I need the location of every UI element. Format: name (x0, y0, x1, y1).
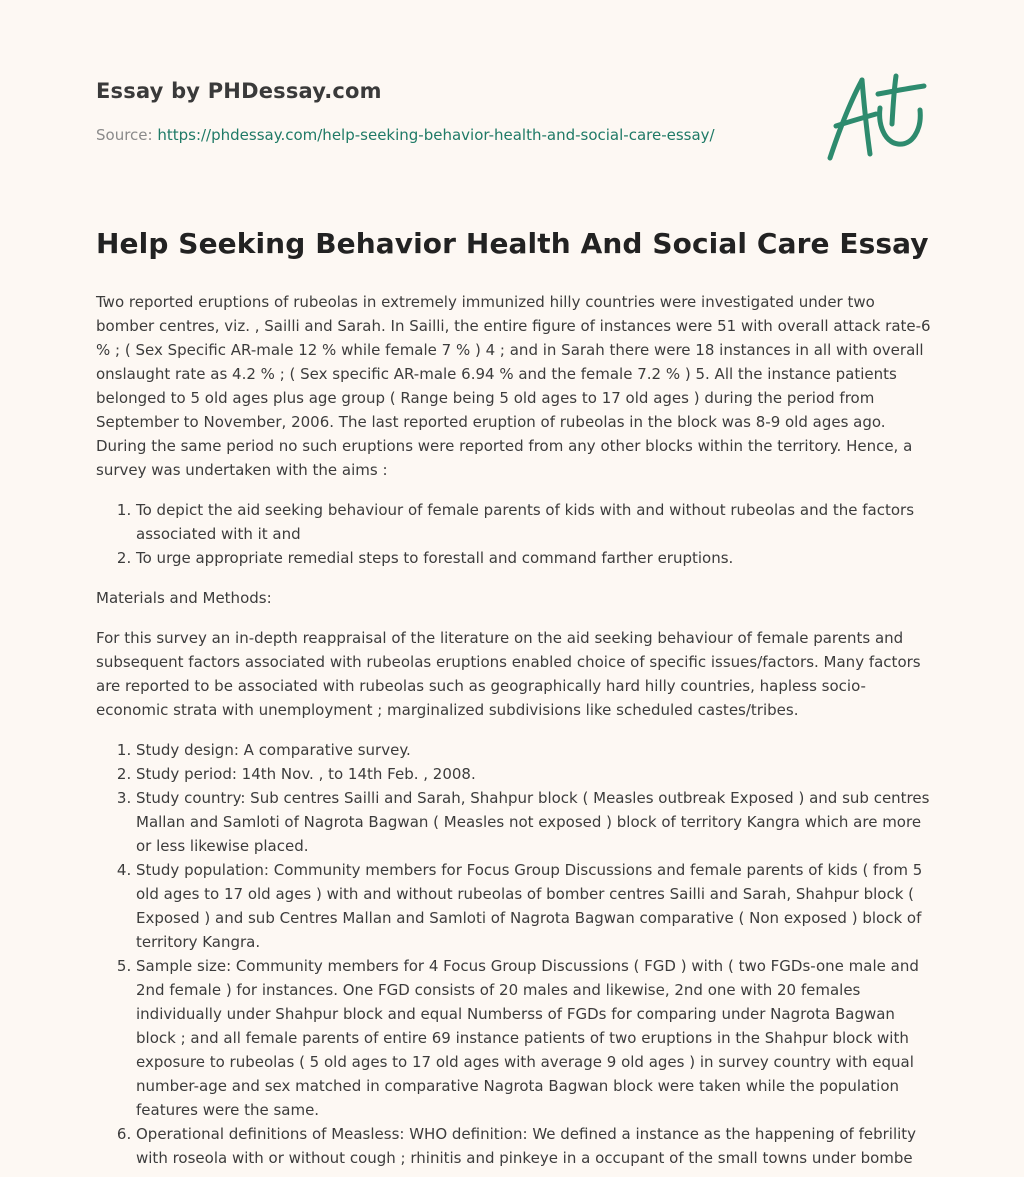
methods-heading: Materials and Methods: (96, 589, 272, 607)
article (96, 226, 932, 1177)
list-item: 4. Study population: Community members for Focus Group Discussions and female parents of kids ( from 5 old ages to 17 old ages ) with and without rubeolas of bomber centres Sailli and Sarah, Shahpur block ( Exposed ) and sub Centres Mallan and Samloti of Nagrota Bagwan comparative ( Non exposed ) block of territory Kangra. (136, 858, 932, 954)
list-item: 3. Study country: Sub centres Sailli and Sarah, Shahpur block ( Measles outbreak Exposed ) and sub centres Mallan and Samloti of Nagrota Bagwan ( Measles not exposed ) block of territory Kangra which are more or less likewise placed. (136, 786, 932, 858)
page-header (96, 78, 796, 145)
source-label: Source: (96, 126, 158, 144)
a-plus-logo-icon (822, 68, 928, 164)
aims-list (96, 498, 932, 570)
list-item: 2. Study period: 14th Nov. , to 14th Feb. , 2008. (136, 762, 932, 786)
intro-paragraph: Two reported eruptions of rubeolas in extremely immunized hilly countries were investigated under two bomber centres, viz. , Sailli and Sarah. In Sailli, the entire figure of instances were 51 with overall attack rate-6 % ; ( Sex Specific AR-male 12 % while female 7 % ) 4 ; and in Sarah there were 18 instances in all with overall onslaught rate as 4.2 % ; ( Sex specific AR-male 6.94 % and the female 7.2 % ) 5. All the instance patients belonged to 5 old ages plus age group ( Range being 5 old ages to 17 old ages ) during the period from September to November, 2006. The last reported eruption of rubeolas in the block was 8-9 old ages ago. During the same period no such eruptions were reported from any other blocks within the territory. Hence, a survey was undertaken with the aims : (96, 293, 931, 479)
source-line (96, 125, 796, 145)
list-item: 2. To urge appropriate remedial steps to forestall and command farther eruptions. (136, 546, 932, 570)
source-link[interactable]: https://phdessay.com/help-seeking-behavior-health-and-social-care-essay/ (157, 126, 715, 144)
site-brand: Essay by PHDessay.com (96, 79, 382, 103)
methods-list (96, 738, 932, 1170)
methods-paragraph: For this survey an in-depth reappraisal of the literature on the aid seeking behaviour of female parents and subsequent factors associated with rubeolas eruptions enabled choice of specific issues/factors. Many factors are reported to be associated with rubeolas such as geographically hard hilly countries, hapless socio-economic strata with unemployment ; marginalized subdivisions like scheduled castes/tribes. (96, 629, 921, 719)
article-title: Help Seeking Behavior Health And Social Care Essay (96, 227, 929, 260)
list-item: 1. To depict the aid seeking behaviour of female parents of kids with and without rubeolas and the factors associated with it and (136, 498, 932, 546)
list-item: 5. Sample size: Community members for 4 Focus Group Discussions ( FGD ) with ( two FGDs-one male and 2nd female ) for instances. One FGD consists of 20 males and likewise, 2nd one with 20 females individually under Shahpur block and equal Numberss of FGDs for comparing under Nagrota Bagwan block ; and all female parents of entire 69 instance patients of two eruptions in the Shahpur block with exposure to rubeolas ( 5 old ages to 17 old ages with average 9 old ages ) in survey country with equal number-age and sex matched in comparative Nagrota Bagwan block were taken while the population features were the same. (136, 954, 932, 1122)
list-item: 6. Operational definitions of Measless: WHO definition: We defined a instance as the happening of febrility with roseola with or without cough ; rhinitis and pinkeye in a occupant of the small towns under bombe (136, 1122, 932, 1170)
list-item: 1. Study design: A comparative survey. (136, 738, 932, 762)
